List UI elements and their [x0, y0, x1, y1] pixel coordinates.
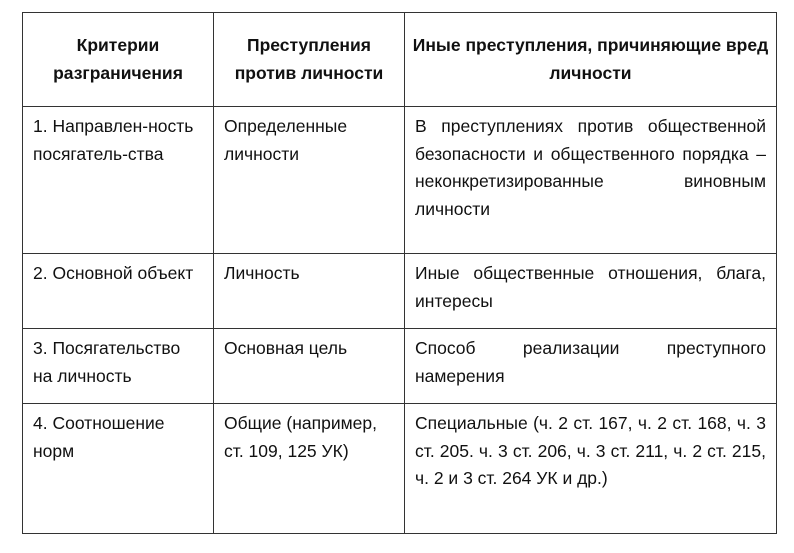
cell-criterion: 4. Соотношение норм [23, 404, 214, 534]
cell-against-person: Определенные личности [214, 107, 405, 254]
cell-against-person: Основная цель [214, 329, 405, 404]
cell-against-person: Общие (например, ст. 109, 125 УК) [214, 404, 405, 534]
header-criteria: Критерии разграничения [23, 13, 214, 107]
cell-other: Иные общественные отношения, блага, интересы [405, 254, 777, 329]
cell-other: Специальные (ч. 2 ст. 167, ч. 2 ст. 168, ч. 3 ст. 205. ч. 3 ст. 206, ч. 3 ст. 211, ч. 2 ст. 215, ч. 2 и 3 ст. 264 УК и др.) [405, 404, 777, 534]
table-row [23, 404, 777, 534]
table-row [23, 254, 777, 329]
cell-against-person: Личность [214, 254, 405, 329]
cell-other: Способ реализации преступного намерения [405, 329, 777, 404]
table-row [23, 107, 777, 254]
header-row [23, 13, 777, 107]
comparison-table [22, 12, 777, 534]
cell-criterion: 3. Посягательство на личность [23, 329, 214, 404]
header-other-crimes: Иные преступления, причиняющие вред личности [405, 13, 777, 107]
header-crimes-against-person: Преступления против личности [214, 13, 405, 107]
table-row [23, 329, 777, 404]
cell-criterion: 2. Основной объект [23, 254, 214, 329]
cell-criterion: 1. Направлен-ность посягатель-ства [23, 107, 214, 254]
cell-other: В преступлениях против общественной безопасности и общественного порядка – неконкретизированные виновным личности [405, 107, 777, 254]
